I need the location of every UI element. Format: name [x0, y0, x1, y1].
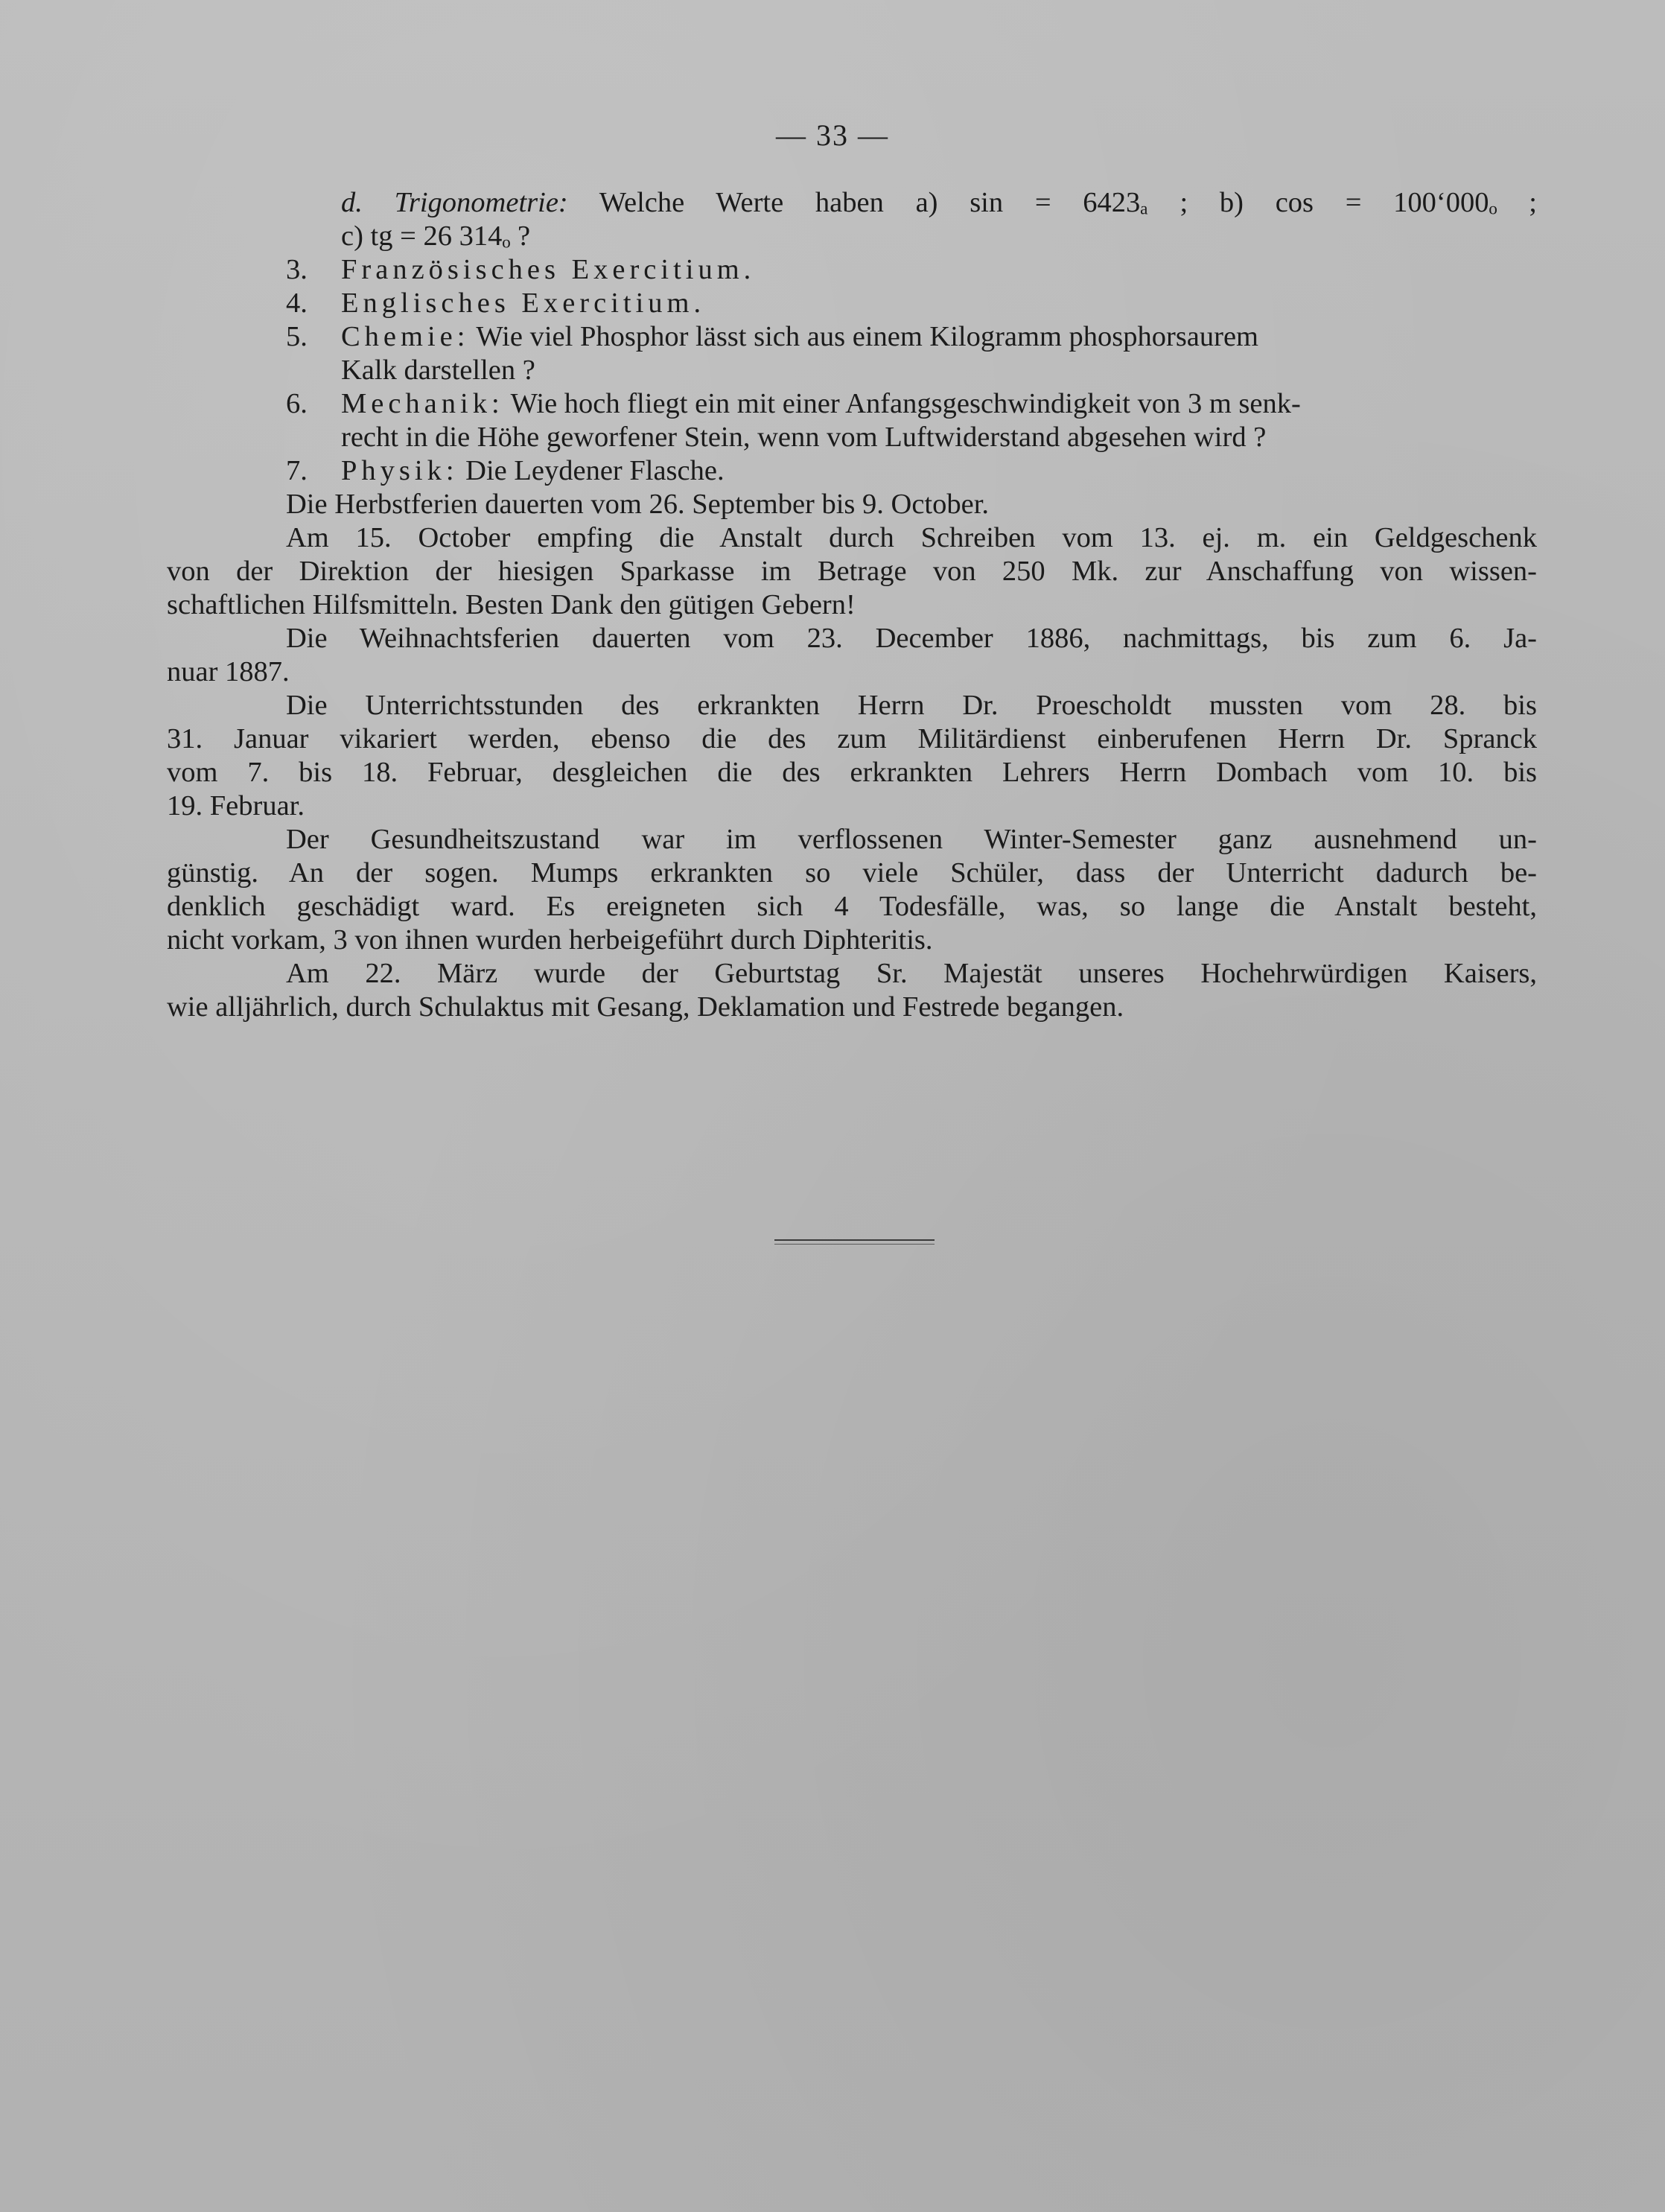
item-5-line-2: Kalk darstellen ? — [341, 355, 535, 386]
item-5-title: Chemie: — [341, 321, 470, 352]
item-6-title: Mechanik: — [341, 388, 504, 419]
paragraph-geldgeschenk-line-2: von der Direktion der hiesigen Sparkasse im Betrage von 250 Mk. zur Anschaffung von wissen- — [167, 556, 1537, 587]
paragraph-herbstferien: Die Herbstferien dauerten vom 26. September bis 9. October. — [286, 489, 990, 520]
paragraph-gesundheit-line-4: nicht vorkam, 3 von ihnen wurden herbeigeführt durch Diphteritis. — [167, 924, 933, 956]
paragraph-gesundheit-line-3: denklich geschädigt ward. Es ereigneten sich 4 Todesfälle, was, so lange die Anstalt besteht, — [167, 891, 1537, 922]
paragraph-vertretung-line-2: 31. Januar vikariert werden, ebenso die des zum Militärdienst einberufenen Herrn Dr. Spranck — [167, 723, 1537, 754]
paragraph-gesundheit-line-1: Der Gesundheitszustand war im verflossenen Winter-Semester ganz ausnehmend un- — [286, 824, 1537, 855]
item-7 — [167, 454, 1537, 488]
paragraph-vertretung-line-3: vom 7. bis 18. Februar, desgleichen die des erkrankten Lehrers Herrn Dombach vom 10. bis — [167, 757, 1537, 788]
paragraph-geldgeschenk-line-1: Am 15. October empfing die Anstalt durch Schreiben vom 13. ej. m. ein Geldgeschenk — [286, 522, 1537, 553]
item-5-number: 5. — [286, 321, 308, 352]
paragraph-geburtstag-line-2: wie alljährlich, durch Schulaktus mit Gesang, Deklamation und Festrede begangen. — [167, 991, 1124, 1023]
item-4-title: Englisches Exercitium. — [341, 287, 706, 319]
item-5-text-1: Wie viel Phosphor lässt sich aus einem Kilogramm phosphorsaurem — [469, 321, 1258, 352]
trig-label: d. Trigonometrie: — [341, 187, 568, 218]
item-7-number: 7. — [286, 455, 308, 486]
item-6-line-2: recht in die Höhe geworfener Stein, wenn vom Luftwiderstand abgesehen wird ? — [341, 422, 1267, 453]
paragraph-weihnachtsferien-line-1: Die Weihnachtsferien dauerten vom 23. December 1886, nachmittags, bis zum 6. Ja- — [286, 623, 1537, 654]
trig-question-line-2: c) tg = 26 314ₒ ? — [341, 220, 531, 252]
paragraph-geburtstag-line-1: Am 22. März wurde der Geburtstag Sr. Majestät unseres Hochehrwürdigen Kaisers, — [286, 958, 1537, 989]
item-6-line-1 — [167, 387, 1537, 421]
item-4 — [167, 287, 1537, 320]
item-6-number: 6. — [286, 388, 308, 419]
page-number: — 33 — — [776, 118, 889, 152]
paragraph-geldgeschenk-line-3: schaftlichen Hilfsmitteln. Besten Dank den gütigen Gebern! — [167, 589, 856, 620]
item-7-title: Physik: — [341, 455, 459, 486]
item-3-title: Französisches Exercitium. — [341, 254, 756, 285]
trig-question-line-1 — [167, 186, 1537, 220]
item-3 — [167, 253, 1537, 287]
trig-text-1: Welche Werte haben a) sin = 6423ₐ ; b) cos = 100‘000ₒ ; — [567, 187, 1538, 218]
section-divider — [774, 1239, 935, 1245]
item-4-number: 4. — [286, 287, 308, 319]
paragraph-vertretung-line-1: Die Unterrichtsstunden des erkrankten Herrn Dr. Proescholdt mussten vom 28. bis — [286, 690, 1537, 721]
item-3-number: 3. — [286, 254, 308, 285]
paragraph-weihnachtsferien-line-2: nuar 1887. — [167, 656, 290, 687]
item-5-line-1 — [167, 320, 1537, 354]
item-7-text-1: Die Leydener Flasche. — [458, 455, 725, 486]
paragraph-vertretung-line-4: 19. Februar. — [167, 790, 305, 821]
paragraph-gesundheit-line-2: günstig. An der sogen. Mumps erkrankten so viele Schüler, dass der Unterricht dadurch be- — [167, 857, 1537, 889]
document-body — [167, 186, 1537, 1024]
item-6-text-1: Wie hoch fliegt ein mit einer Anfangsgeschwindigkeit von 3 m senk- — [503, 388, 1301, 419]
